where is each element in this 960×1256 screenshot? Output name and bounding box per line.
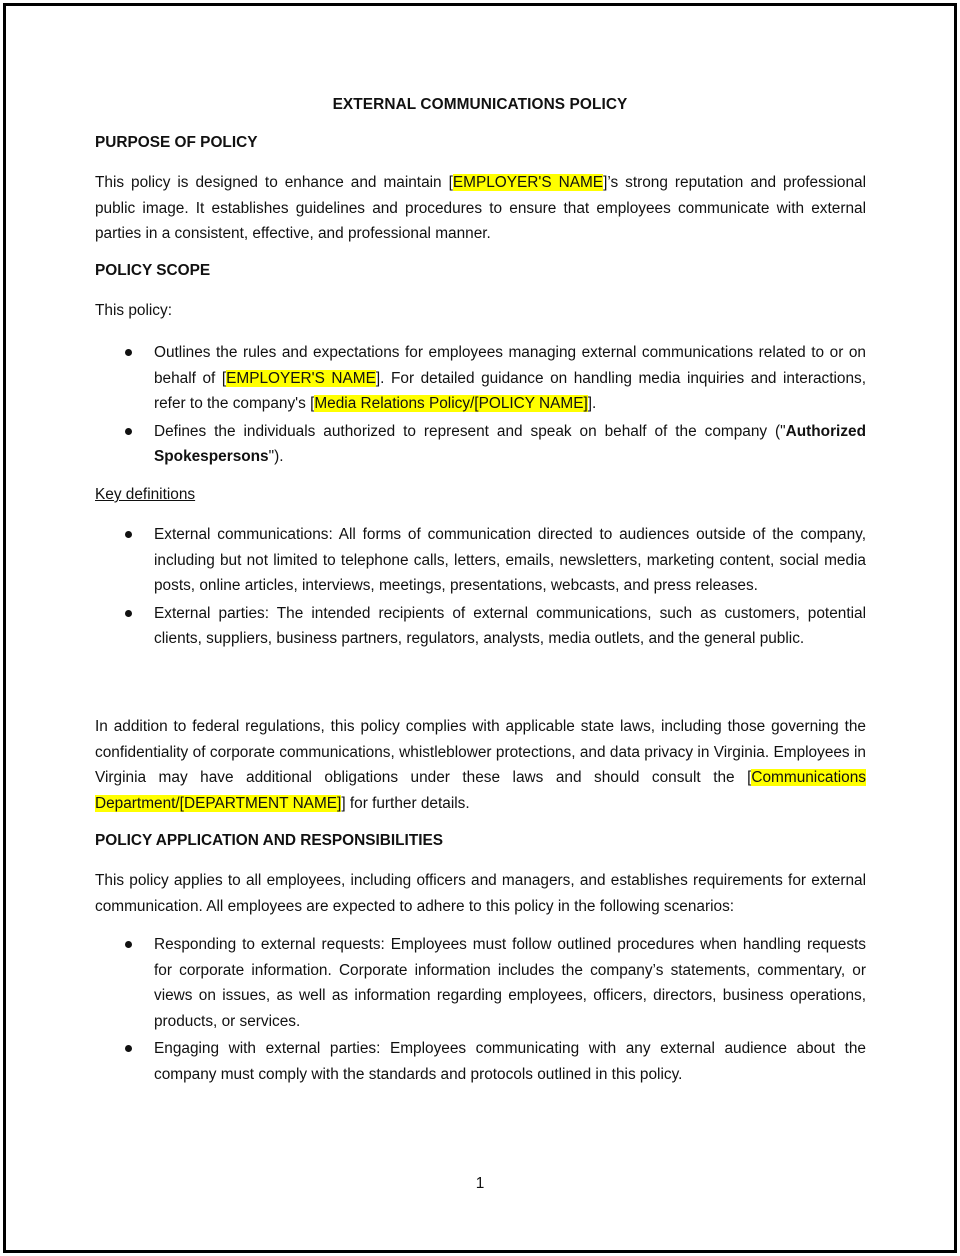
scope-bullet-2-text-2: ").: [268, 448, 284, 465]
bullet-icon: [125, 428, 132, 435]
list-item: [95, 1036, 866, 1087]
compliance-paragraph: [95, 714, 866, 816]
document-title: EXTERNAL COMMUNICATIONS POLICY: [332, 96, 628, 113]
bullet-icon: [125, 349, 132, 356]
definitions-list: [95, 522, 866, 652]
application-heading: POLICY APPLICATION AND RESPONSIBILITIES: [95, 832, 444, 849]
definition-text: External communications: All forms of communication directed to audiences outside of the company, including but not limited to telephone calls, letters, emails, newsletters, marketing content, social media posts, online articles, interviews, meetings, presentations, webcasts, and press releases.: [154, 526, 866, 594]
scope-bullet-1-text-3: ].: [587, 395, 597, 412]
definition-text: External parties: The intended recipients of external communications, such as customers, potential clients, suppliers, business partners, regulators, analysts, media outlets, and the general public.: [154, 604, 866, 647]
scope-list: [95, 340, 866, 470]
scope-bullet-2-text-1: Defines the individuals authorized to represent and speak on behalf of the company (": [154, 422, 786, 440]
compliance-text-2: ] for further details.: [341, 794, 470, 812]
scope-intro: This policy:: [95, 302, 172, 319]
scope-heading: POLICY SCOPE: [95, 262, 211, 279]
purpose-text-1: This policy is designed to enhance and maintain [: [95, 174, 453, 191]
purpose-heading: PURPOSE OF POLICY: [95, 134, 258, 151]
application-list: [95, 932, 866, 1087]
bullet-icon: [125, 610, 132, 617]
compliance-text-1: In addition to federal regulations, this policy complies with applicable state laws, including those governing the confidentiality of corporate communications, whistleblower protections, and data privacy in Virginia. Employees in Virginia may have additional obligations under these laws and should consult the [: [95, 718, 866, 786]
authorized-spokespersons-term: Authorized Spokespersons: [154, 422, 866, 465]
list-item: [95, 522, 866, 599]
list-item: [95, 601, 866, 652]
purpose-paragraph: [95, 170, 866, 247]
list-item: [95, 419, 866, 470]
application-item-text: Responding to external requests: Employees must follow outlined procedures when handling requests for corporate information. Corporate information includes the company’s statements, commentary, or views on issues, as well as information regarding employees, officers, directors, business operations, products, or services.: [154, 936, 866, 1030]
department-name-placeholder: Communications Department/[DEPARTMENT NAME]: [95, 769, 866, 812]
scope-bullet-1-text-1: Outlines the rules and expectations for employees managing external communications related to or on behalf of [: [154, 344, 866, 387]
definitions-heading: Key definitions: [95, 486, 196, 503]
scope-bullet-1-text-2: ]. For detailed guidance on handling media inquiries and interactions, refer to the company's [: [154, 369, 866, 412]
application-intro: This policy applies to all employees, including officers and managers, and establishes requirements for external communication. All employees are expected to adhere to this policy in the following scenarios:: [95, 872, 866, 915]
purpose-text-2: ]’s strong reputation and professional public image. It establishes guidelines and procedures to ensure that employees communicate with external parties in a consistent, effective, and professional manner.: [95, 174, 866, 242]
employer-name-placeholder: EMPLOYER'S NAME: [226, 369, 376, 387]
policy-name-placeholder: Media Relations Policy/[POLICY NAME]: [314, 395, 588, 412]
list-item: [95, 932, 866, 1034]
application-item-text: Engaging with external parties: Employees communicating with any external audience about the company must comply with the standards and protocols outlined in this policy.: [154, 1040, 866, 1083]
page-number: 1: [475, 1175, 485, 1192]
bullet-icon: [125, 1045, 132, 1052]
bullet-icon: [125, 531, 132, 538]
list-item: [95, 340, 866, 417]
bullet-icon: [125, 941, 132, 948]
employer-name-placeholder: EMPLOYER'S NAME: [452, 174, 604, 191]
